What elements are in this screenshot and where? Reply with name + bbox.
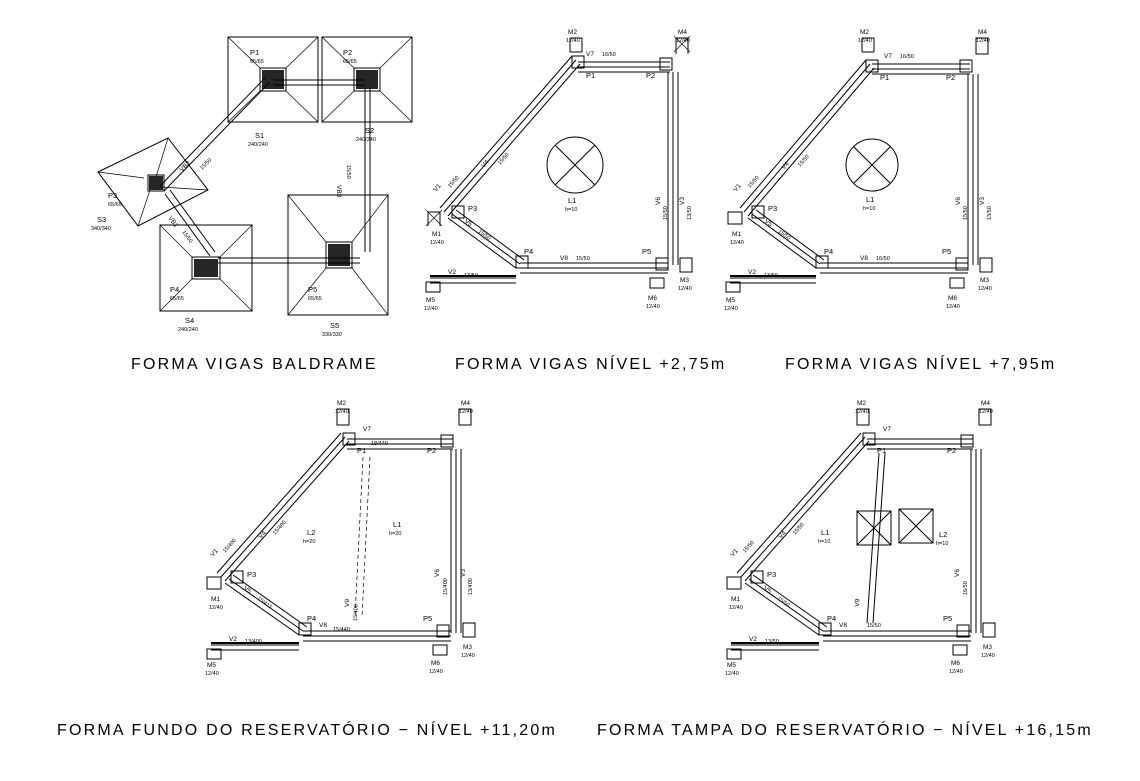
- wall-m6-795: [950, 278, 964, 288]
- access-hatch-1: [857, 511, 891, 545]
- panel-forma-vigas-baldrame: [60, 20, 440, 340]
- column-p2-795: [960, 60, 972, 72]
- label-p2-275: P2: [646, 71, 656, 80]
- label-v1-tampa: V1: [729, 547, 740, 559]
- label-s2: S2: [365, 126, 375, 135]
- label-m6-tampa: M6: [951, 660, 961, 667]
- label-m2-size-fundo: 12/40: [335, 409, 349, 415]
- label-p1-fundo: P1: [357, 446, 367, 455]
- label-v6-fundo: V6: [434, 569, 441, 577]
- label-v9-size-fundo: 15/400: [353, 604, 360, 622]
- panel-forma-vigas-nivel-275: [420, 20, 710, 320]
- label-l1-thk-275: h=10: [565, 207, 578, 213]
- caption-baldrame: FORMA VIGAS BALDRAME: [131, 356, 378, 373]
- label-v4-size-tampa: 15/50: [792, 522, 806, 537]
- label-m2-795: M2: [860, 29, 870, 36]
- label-m3-tampa: M3: [983, 644, 993, 651]
- label-v7-size-fundo: 18/440: [371, 441, 388, 447]
- wall-m3-795: [980, 258, 992, 272]
- label-p3-tampa: P3: [767, 570, 777, 579]
- label-m4: M4: [678, 29, 688, 36]
- label-p5: P5: [308, 285, 318, 294]
- label-v5-size-795: 15/50: [776, 228, 792, 242]
- label-vb1-size: 15/50: [180, 229, 194, 245]
- label-v4-795: V4: [780, 160, 791, 172]
- label-p4-795: P4: [824, 247, 834, 256]
- label-m2-size-795: 12/40: [858, 38, 872, 44]
- label-v1-size-795: 15/50: [747, 175, 761, 190]
- label-v3-size-795: 13/50: [987, 206, 993, 220]
- label-v5-size-tampa: 15/50: [775, 595, 791, 609]
- label-v7-size-795: 16/50: [900, 54, 914, 60]
- label-p2-size: 65/65: [343, 59, 357, 65]
- label-m4-size: 12/40: [676, 38, 690, 44]
- label-v5-795: V5: [762, 217, 774, 229]
- label-s4-size: 240/240: [178, 327, 198, 333]
- label-s1-size: 240/240: [248, 142, 268, 148]
- label-m2-tampa: M2: [857, 400, 867, 407]
- label-v8-tampa: V8: [839, 622, 847, 629]
- wall-m3-tampa: [983, 623, 995, 637]
- caption-fundo-reservatorio: FORMA FUNDO DO RESERVATÓRIO − NÍVEL +11,20m: [57, 722, 558, 739]
- access-hatch-2: [899, 509, 933, 543]
- label-v1-795: V1: [732, 182, 743, 194]
- label-l1-thk-fundo: h=20: [389, 531, 402, 537]
- label-l2-thk-fundo: h=20: [303, 539, 316, 545]
- label-m6-size: 12/40: [646, 304, 660, 310]
- caption-tampa-reservatorio: FORMA TAMPA DO RESERVATÓRIO − NÍVEL +16,15m: [597, 722, 1093, 739]
- wall-m1-795: [728, 212, 742, 224]
- label-m5-size-tampa: 12/40: [725, 671, 739, 677]
- label-v5-size-fundo: 15/415: [255, 595, 273, 611]
- label-v4-size-fundo: 15/400: [272, 519, 288, 537]
- label-v6-size-tampa: 16/50: [963, 581, 969, 595]
- wall-m3-fundo: [463, 623, 475, 637]
- wall-m1-tampa: [727, 577, 741, 589]
- label-p4-fundo: P4: [307, 614, 317, 623]
- label-p5-275: P5: [642, 247, 652, 256]
- label-p5-tampa: P5: [943, 614, 953, 623]
- label-l1-795: L1: [866, 195, 875, 204]
- label-v6-size-795: 15/50: [963, 206, 969, 220]
- label-v8-275: V8: [560, 255, 568, 262]
- label-m1-size: 12/40: [430, 240, 444, 246]
- label-v3-size-fundo: 13/400: [468, 578, 474, 595]
- panel-forma-vigas-nivel-795: [720, 20, 1010, 320]
- label-l1-tampa: L1: [821, 528, 830, 537]
- wall-m6: [650, 278, 664, 288]
- label-p1-size: 65/65: [250, 59, 264, 65]
- label-v6-275: V6: [655, 197, 662, 205]
- label-p4-tampa: P4: [827, 614, 837, 623]
- label-v3-size-275: 13/50: [687, 206, 693, 220]
- column-p2-fundo: [441, 435, 453, 447]
- wall-m3: [680, 258, 692, 272]
- beam-frame-275: [430, 56, 678, 283]
- wall-m1: [426, 210, 442, 226]
- label-m3-size: 12/40: [678, 286, 692, 292]
- wall-m1-fundo: [207, 577, 221, 589]
- label-p4: P4: [170, 285, 180, 294]
- label-l2-fundo: L2: [307, 528, 316, 537]
- label-m2-size-tampa: 12/40: [855, 409, 869, 415]
- caption-nivel-275: FORMA VIGAS NÍVEL +2,75m: [455, 356, 727, 373]
- label-v2-fundo: V2: [229, 636, 237, 643]
- label-v4-size-275: 15/50: [497, 152, 511, 167]
- label-m5-size-795: 12/40: [724, 306, 738, 312]
- label-p5-fundo: P5: [423, 614, 433, 623]
- label-v7-fundo: V7: [363, 426, 371, 433]
- label-m1-tampa: M1: [731, 596, 741, 603]
- label-m1-size-fundo: 12/40: [209, 605, 223, 611]
- label-v4-tampa: V4: [777, 529, 788, 541]
- label-m6-795: M6: [948, 295, 958, 302]
- label-v7-size-275: 16/50: [602, 52, 616, 58]
- label-v8-fundo: V8: [319, 622, 327, 629]
- label-s1: S1: [255, 131, 265, 140]
- label-v7-795: V7: [884, 53, 892, 60]
- label-p3-275: P3: [468, 204, 478, 213]
- label-m2-fundo: M2: [337, 400, 347, 407]
- label-v3-fundo: V3: [460, 569, 467, 577]
- label-m1: M1: [432, 231, 442, 238]
- label-m4-size-795: 12/40: [976, 38, 990, 44]
- label-m3-size-tampa: 12/40: [981, 653, 995, 659]
- label-m4-size-fundo: 12/40: [459, 409, 473, 415]
- label-m3-fundo: M3: [463, 644, 473, 651]
- label-p4-size: 65/65: [170, 296, 184, 302]
- panel-forma-fundo-reservatorio: [195, 395, 495, 685]
- label-v4-fundo: V4: [257, 529, 268, 541]
- label-v2-tampa: V2: [749, 636, 757, 643]
- label-v1-size-tampa: 15/50: [742, 540, 756, 555]
- footing-p3: [98, 138, 208, 226]
- label-v8-size-795: 16/50: [876, 256, 890, 262]
- label-p1-275: P1: [586, 71, 596, 80]
- wall-m6-fundo: [433, 645, 447, 655]
- label-l1-thk-tampa: h=10: [818, 539, 831, 545]
- label-s3-size: 340/340: [91, 226, 111, 232]
- label-v8-size-tampa: 15/50: [867, 623, 881, 629]
- label-p2-795: P2: [946, 73, 956, 82]
- label-p3-size: 65/65: [108, 202, 122, 208]
- label-v1-275: V1: [432, 182, 443, 194]
- label-m5-fundo: M5: [207, 662, 217, 669]
- label-v9-fundo: V9: [344, 598, 352, 608]
- label-l1-275: L1: [568, 196, 577, 205]
- label-l1-thk-795: h=10: [863, 206, 876, 212]
- label-l1-fundo: L1: [393, 520, 402, 529]
- label-p3-fundo: P3: [247, 570, 257, 579]
- label-v6-795: V6: [955, 197, 962, 205]
- circular-opening: [547, 137, 603, 193]
- label-m6-fundo: M6: [431, 660, 441, 667]
- label-s4: S4: [185, 316, 195, 325]
- label-v4-275: V4: [480, 158, 491, 170]
- label-v4-size-795: 15/50: [797, 154, 811, 169]
- label-v6-size-fundo: 15/400: [443, 578, 449, 595]
- label-m1-fundo: M1: [211, 596, 221, 603]
- label-v2-795: V2: [748, 269, 756, 276]
- label-v2-size-275: 13/50: [464, 273, 478, 279]
- label-m5-795: M5: [726, 297, 736, 304]
- label-v1-size-fundo: 15/400: [222, 537, 238, 555]
- label-s5-size: 330/330: [322, 332, 342, 338]
- label-m3-size-795: 12/40: [978, 286, 992, 292]
- label-p3: P3: [108, 191, 118, 200]
- label-p2: P2: [343, 48, 353, 57]
- label-m3-size-fundo: 12/40: [461, 653, 475, 659]
- label-v7-tampa: V7: [883, 426, 891, 433]
- label-l2-tampa: L2: [939, 530, 948, 539]
- label-m4-fundo: M4: [461, 400, 471, 407]
- label-m2: M2: [568, 29, 578, 36]
- caption-nivel-795: FORMA VIGAS NÍVEL +7,95m: [785, 356, 1057, 373]
- label-v5-fundo: V5: [241, 584, 253, 596]
- label-v7-275: V7: [586, 51, 594, 58]
- label-v8-size-fundo: 15/440: [333, 627, 350, 633]
- label-v9-tampa: V9: [854, 598, 862, 608]
- label-p1: P1: [250, 48, 260, 57]
- label-m4-795: M4: [978, 29, 988, 36]
- label-m3-795: M3: [980, 277, 990, 284]
- label-m5-tampa: M5: [727, 662, 737, 669]
- label-v3-795: V3: [979, 197, 986, 205]
- label-v1-size-275: 15/50: [447, 175, 461, 190]
- wall-m6-tampa: [953, 645, 967, 655]
- label-m5-size-fundo: 12/40: [205, 671, 219, 677]
- label-l2-thk-tampa: h=10: [936, 541, 949, 547]
- label-p1-tampa: P1: [877, 446, 887, 455]
- label-m6-size-fundo: 12/40: [429, 669, 443, 675]
- label-s5: S5: [330, 321, 340, 330]
- label-m2-size: 12/40: [566, 38, 580, 44]
- label-m4-tampa: M4: [981, 400, 991, 407]
- label-v6-size-275: 15/50: [663, 206, 669, 220]
- label-m6: M6: [648, 295, 658, 302]
- panel-forma-tampa-reservatorio: [715, 395, 1015, 685]
- label-v2-size-795: 13/50: [764, 273, 778, 279]
- footing-p5: [288, 195, 388, 315]
- label-v3-275: V3: [679, 197, 686, 205]
- label-m4-size-tampa: 12/40: [979, 409, 993, 415]
- label-p4-275: P4: [524, 247, 534, 256]
- label-v1-fundo: V1: [209, 547, 220, 559]
- label-v8-size-275: 15/50: [576, 256, 590, 262]
- label-p3-795: P3: [768, 204, 778, 213]
- label-p5-795: P5: [942, 247, 952, 256]
- label-v6-tampa: V6: [954, 569, 961, 577]
- label-v5-size-275: 15/50: [476, 228, 492, 242]
- label-vb3: VB3: [335, 185, 342, 198]
- label-v8-795: V8: [860, 255, 868, 262]
- label-v5-275: V5: [462, 217, 474, 229]
- label-m6-size-tampa: 12/40: [949, 669, 963, 675]
- label-m5: M5: [426, 297, 436, 304]
- label-v2-size-fundo: 13/400: [245, 639, 262, 645]
- label-v2-size-tampa: 13/50: [765, 639, 779, 645]
- label-vb2: VB2: [178, 159, 193, 174]
- label-m6-size-795: 12/40: [946, 304, 960, 310]
- label-s3: S3: [97, 215, 107, 224]
- column-p2-tampa: [961, 435, 973, 447]
- label-vb1: VB1: [166, 215, 180, 230]
- label-v5-tampa: V5: [761, 584, 773, 596]
- circular-opening-795: [846, 139, 898, 191]
- label-vb2-size: 15/50: [199, 157, 214, 172]
- label-m1-795: M1: [732, 231, 742, 238]
- label-v2-275: V2: [448, 269, 456, 276]
- label-p5-size: 65/65: [308, 296, 322, 302]
- column-p2: [660, 58, 672, 70]
- label-p2-tampa: P2: [947, 446, 957, 455]
- label-vb3-size: 15/50: [345, 165, 351, 179]
- label-p2-fundo: P2: [427, 446, 437, 455]
- label-m1-size-tampa: 12/40: [729, 605, 743, 611]
- label-m1-size-795: 12/40: [730, 240, 744, 246]
- label-s2-size: 240/240: [356, 137, 376, 143]
- beam-frame-795: [730, 60, 978, 283]
- label-p1-795: P1: [880, 73, 890, 82]
- label-m5-size: 12/40: [424, 306, 438, 312]
- label-m3: M3: [680, 277, 690, 284]
